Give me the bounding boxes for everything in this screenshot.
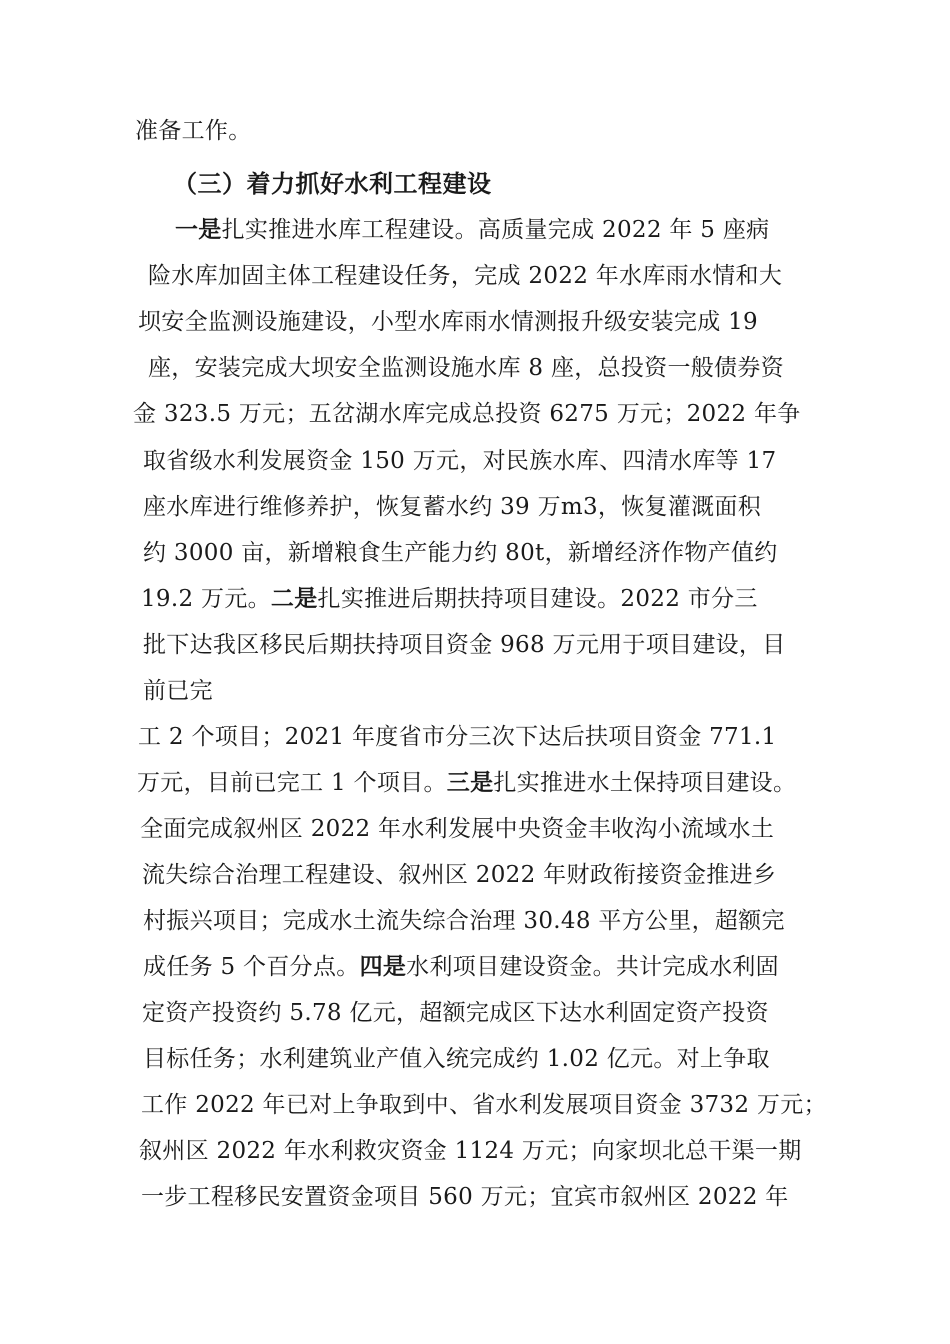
paragraph-line <box>148 353 784 383</box>
paragraph-line <box>138 722 776 752</box>
text-run: 成任务 5 个百分点。 <box>143 954 360 980</box>
text-run: （三）着力抓好水利工程建设 <box>173 170 492 198</box>
text-run: 坝安全监测设施建设，小型水库雨水情测报升级安装完成 19 <box>138 309 758 335</box>
paragraph-line <box>143 952 779 982</box>
lead-phrase: 二是 <box>270 586 318 612</box>
paragraph-line <box>148 261 782 291</box>
paragraph-line <box>135 116 252 146</box>
paragraph-line <box>143 1044 770 1074</box>
paragraph-line <box>141 1090 827 1120</box>
text-run: 座水库进行维修养护，恢复蓄水约 39 万m3，恢复灌溉面积 <box>143 494 762 520</box>
paragraph-line <box>133 399 801 429</box>
text-run: 前已完 <box>143 678 213 704</box>
section-heading <box>173 169 492 199</box>
text-run: 约 3000 亩，新增粮食生产能力约 80t，新增经济作物产值约 <box>143 540 778 566</box>
paragraph-line <box>142 860 776 890</box>
paragraph-line <box>137 768 796 798</box>
paragraph-line <box>141 584 758 614</box>
text-run: 水利项目建设资金。共计完成水利固 <box>406 954 779 980</box>
paragraph-line <box>138 307 758 337</box>
text-run: 准备工作。 <box>135 118 252 144</box>
text-run: 定资产投资约 5.78 亿元，超额完成区下达水利固定资产投资 <box>142 1000 769 1026</box>
lead-phrase: 四是 <box>359 954 407 980</box>
text-run: 扎实推进后期扶持项目建设。2022 市分三 <box>317 586 758 612</box>
paragraph-line <box>143 538 778 568</box>
paragraph-line <box>142 998 769 1028</box>
text-run: 流失综合治理工程建设、叙州区 2022 年财政衔接资金推进乡 <box>142 862 777 888</box>
text-run: 工 2 个项目；2021 年度省市分三次下达后扶项目资金 771.1 <box>138 724 777 750</box>
paragraph-line <box>141 1182 789 1212</box>
paragraph-line <box>140 814 774 844</box>
text-run: 扎实推进水库工程建设。高质量完成 2022 年 5 座病 <box>221 217 770 243</box>
text-run: 万元，目前已完工 1 个项目。 <box>137 770 447 796</box>
text-run: 座，安装完成大坝安全监测设施水库 8 座，总投资一般债券资 <box>148 355 784 381</box>
text-run: 目标任务；水利建筑业产值入统完成约 1.02 亿元。对上争取 <box>143 1046 770 1072</box>
paragraph-line <box>175 215 769 245</box>
text-run: 19.2 万元。 <box>141 586 271 612</box>
text-run: 扎实推进水土保持项目建设。 <box>493 770 797 796</box>
paragraph-line <box>143 492 761 522</box>
text-run: 工作 2022 年已对上争取到中、省水利发展项目资金 3732 万元； <box>141 1092 827 1118</box>
paragraph-line <box>143 446 776 476</box>
paragraph-line <box>143 906 785 936</box>
paragraph-line <box>143 630 786 660</box>
text-run: 险水库加固主体工程建设任务，完成 2022 年水库雨水情和大 <box>148 263 783 289</box>
text-run: 取省级水利发展资金 150 万元，对民族水库、四清水库等 17 <box>143 448 777 474</box>
text-run: 批下达我区移民后期扶持项目资金 968 万元用于项目建设，目 <box>143 632 786 658</box>
paragraph-line <box>143 676 213 706</box>
text-run: 一步工程移民安置资金项目 560 万元；宜宾市叙州区 2022 年 <box>141 1184 789 1210</box>
paragraph-line <box>139 1136 802 1166</box>
text-run: 叙州区 2022 年水利救灾资金 1124 万元；向家坝北总干渠一期 <box>139 1138 802 1164</box>
lead-phrase: 一是 <box>175 217 222 243</box>
text-run: 村振兴项目；完成水土流失综合治理 30.48 平方公里，超额完 <box>143 908 785 934</box>
lead-phrase: 三是 <box>446 770 494 796</box>
text-run: 金 323.5 万元；五岔湖水库完成总投资 6275 万元；2022 年争 <box>133 401 801 427</box>
text-run: 全面完成叙州区 2022 年水利发展中央资金丰收沟小流域水土 <box>140 816 775 842</box>
